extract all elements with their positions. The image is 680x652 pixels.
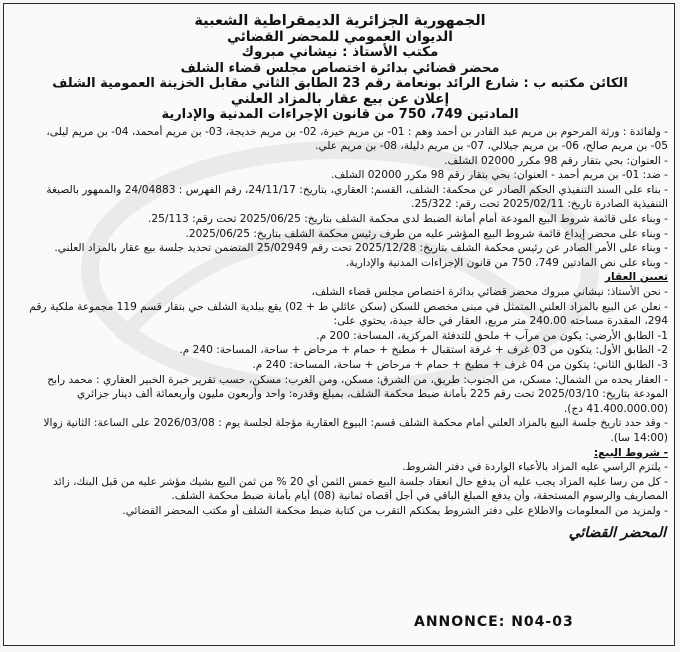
body-line: 3- الطابق الثاني: يتكون من 04 غرف + مطبخ + حمام + مرحاض + ساحة، المساحة: 240 م. — [252, 359, 668, 371]
body-line: (41.400.000.00 دج). — [563, 402, 668, 415]
body-line: - العقار يحده من الشمال: مسكن، من الجنوب: طريق، من الشرق: مسكن، ومن الغرب: مسكن، حسب تقرير خبرة الخبير العقاري : محمد رابح — [47, 373, 668, 386]
body-line: - يلتزم الراسي عليه المزاد بالأعباء الواردة في دفتر الشروط. — [402, 461, 668, 474]
body-line: 1- الطابق الأرضي: يكون من مرآب + ملحق للتدفئة المركزية، المساحة: 200 م. — [316, 329, 668, 342]
header-office: الديوان العمومي للمحضر القضائي — [227, 28, 453, 45]
body-line: - نعلن عن البيع بالمزاد العلني المتمثل في مبنى مخصص للسكن (سكن عائلي ط + 02) يقع ببلدية الشلف حي بتقار قسم 119 مجموعة ملكية رقم — [29, 300, 668, 313]
body-line: - نحن الأستاذ: نيشاني مبروك محضر قضائي بدائرة اختصاص مجلس قضاء الشلف، — [311, 286, 668, 299]
body-line: - وقد حدد تاريخ جلسة البيع بالمزاد العلني أمام محكمة الشلف قسم: البيوع العقارية مؤجلة لجلسة يوم : 2026/03/08 على الساعة: الثانية زوالا — [43, 417, 668, 430]
body-line: 05- بن مريم صالح، 06- بن مريم جيلالي، 07- بن مريم دليلة، 08- بن مريم علي. — [315, 140, 668, 153]
section-heading-property: تعيين العقار — [604, 271, 668, 284]
body-line: - العنوان: بحي بتقار رقم 98 مكرر 02000 الشلف. — [444, 154, 668, 167]
body-line: (14:00 سا). — [610, 431, 668, 444]
body-line: التنفيذية الصادرة تاريخ: 2025/02/11 تحت رقم: 25/322. — [411, 198, 668, 211]
section-heading-sale-conditions: - شروط البيع: — [593, 446, 668, 459]
body-line: 294، المقدرة مساحته 240.00 متر مربع، العقار في حالة جيدة، يحتوي على: — [333, 315, 668, 328]
body-line: - ولفائدة : ورثة المرحوم بن مريم عبد القادر بن أحمد وهم : 01- بن مريم خيرة، 02- بن مريم خديجة، 03- بن مريم أمحمد، 04- بن مريم ليلى، — [46, 125, 668, 138]
header-address: الكائن مكتبه ب : شارع الرائد بونعامة رقم 23 الطابق الثاني مقابل الخزينة العمومية الشلف — [52, 76, 628, 91]
notice-content — [12, 14, 668, 541]
body-line: - وبناء على محضر إيداع قائمة شروط البيع المؤشر عليه من طرف رئيس محكمة الشلف بتاريخ: 2025/06/25. — [185, 227, 668, 240]
signature: المحضر القضائي — [568, 524, 666, 541]
body-line: المودعة بتاريخ: 2025/03/10 تحت رقم 225 بأمانة ضبط محكمة الشلف، بمبلغ وقدره: واحد وأربعون مليون وأربعمائة ألف دينار جزائري — [77, 388, 668, 401]
body-line: 2- الطابق الأول: يتكون من 03 غرف + غرفة استقبال + مطبخ + حمام + مرحاض + ساحة، المساحة: 240 م. — [179, 344, 668, 357]
notice-body — [12, 125, 668, 519]
notice-title: إعلان عن بيع عقار بالمزاد العلني — [230, 90, 450, 107]
body-line: - بناء على السند التنفيذي الحكم الصادر عن محكمة: الشلف، القسم: العقاري، بتاريخ: 24/11/17، رقم الفهرس : 24/04883 والممهور بالصيغة — [46, 183, 668, 196]
body-line: - وبناء على قائمة شروط البيع المودعة أمام أمانة الضبط لدى محكمة الشلف بتاريخ: 2025/06/25 تحت رقم: 25/113. — [148, 213, 668, 226]
legal-basis: المادتين 749، 750 من قانون الإجراءات المدنية والإدارية — [161, 107, 519, 122]
body-line: - ولمزيد من المعلومات والاطلاع على دفتر الشروط يمكنكم التقرب من كتابة ضبط محكمة الشلف أو مكتب المحضر القضائي. — [122, 504, 668, 517]
body-line: المصاريف والرسوم المستحقة، وأن يدفع المبلغ الباقي في أجل أقصاه ثمانية (08) أيام بأمانة ضبط محكمة الشلف. — [171, 490, 668, 503]
header-jurisdiction: محضر قضائي بدائرة اختصاص مجلس قضاء الشلف — [180, 60, 500, 76]
body-line: - كل من رسا عليه المزاد يجب عليه أن يدفع حال انعقاد جلسة البيع خمس الثمن أي 20 % من ثمن البيع بشيك مؤشر عليه من قبل البنك، زائد — [53, 475, 668, 488]
body-line: - وبناء على الأمر الصادر عن رئيس محكمة الشلف بتاريخ: 2025/12/28 تحت رقم 25/02949 المتضمن تحديد جلسة بيع عقار بالمزاد العلني. — [54, 242, 668, 255]
body-line: - وبناء على نص المادتين 749، 750 من قانون الإجراءات المدنية والإدارية. — [345, 256, 668, 269]
annonce-number: ANNONCE: N04-03 — [414, 614, 574, 630]
header-bailiff-name: مكتب الأستاذ : نيشاني مبروك — [241, 44, 439, 60]
header-republic: الجمهورية الجزائرية الديمقراطية الشعبية — [194, 13, 486, 29]
body-line: - ضد: 01- بن مريم أحمد - العنوان: بحي بتقار رقم 98 مكرر 02000 الشلف. — [330, 169, 668, 182]
